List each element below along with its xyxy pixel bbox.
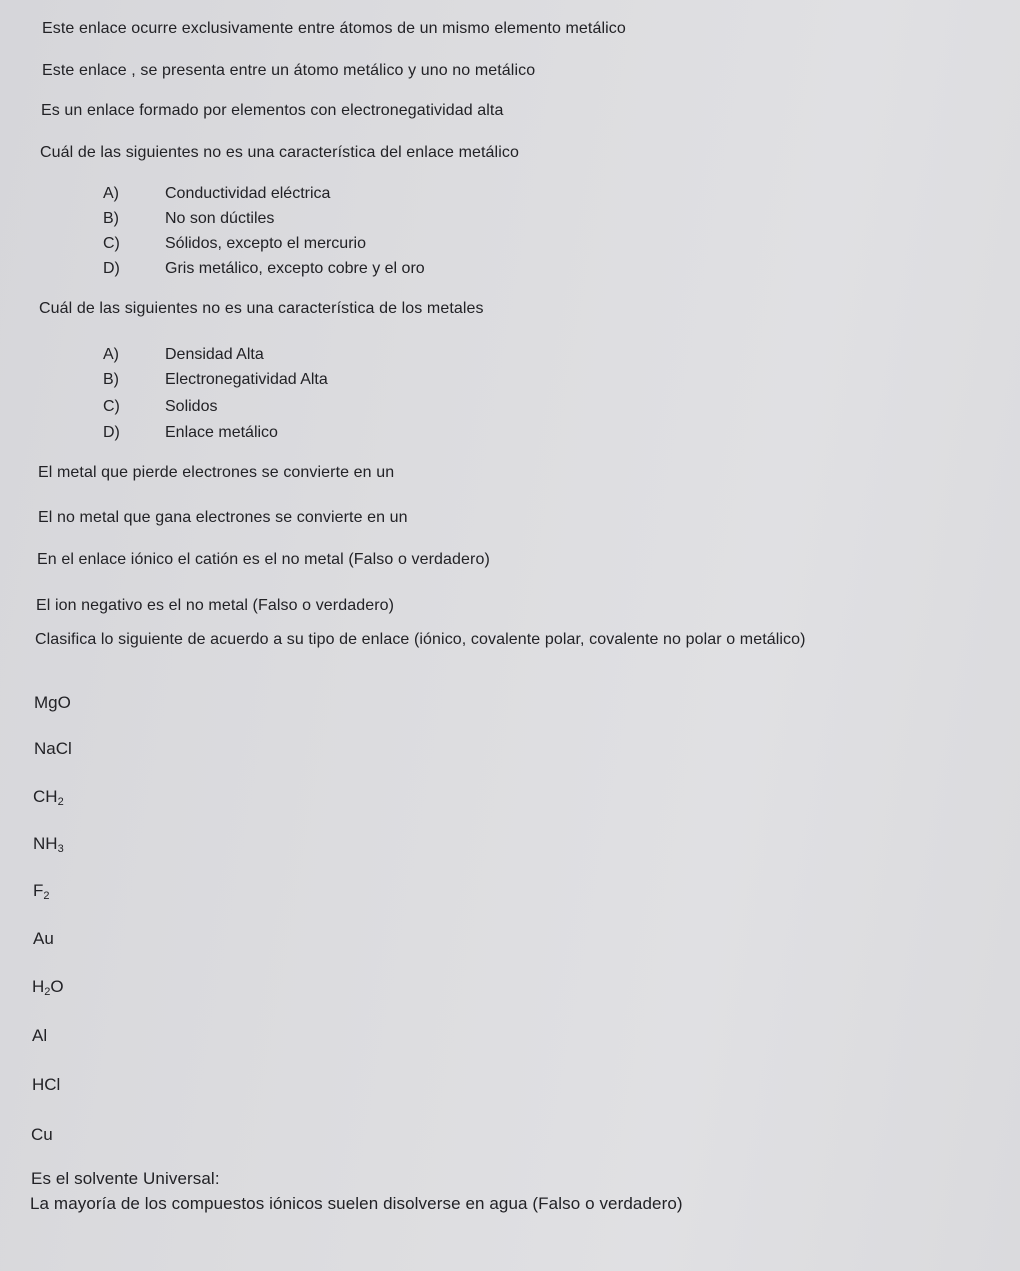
- statement-ionic-bond: Este enlace , se presenta entre un átomo metálico y uno no metálico: [42, 62, 536, 79]
- formula-item: MgO: [34, 693, 71, 712]
- formula-item: Au: [33, 929, 54, 948]
- option-text: No son dúctiles: [165, 210, 275, 227]
- option-letter: D): [103, 424, 120, 441]
- option-letter: A): [103, 346, 119, 363]
- formula-item: $NH_3$: [33, 834, 64, 855]
- statement-covalent-bond: Es un enlace formado por elementos con electronegatividad alta: [41, 102, 504, 119]
- formula-item: Al: [32, 1026, 48, 1045]
- statement-true-false-2: El ion negativo es el no metal (Falso o verdadero): [36, 597, 395, 614]
- option-text: Electronegatividad Alta: [165, 371, 328, 388]
- question-2-prompt: Cuál de las siguientes no es una característica de los metales: [39, 300, 484, 317]
- formula-item: $F_2$: [33, 881, 50, 902]
- statement-metallic-bond: Este enlace ocurre exclusivamente entre átomos de un mismo elemento metálico: [42, 20, 626, 37]
- option-letter: B): [103, 210, 119, 227]
- option-text: Gris metálico, excepto cobre y el oro: [165, 260, 425, 277]
- formula-item: HCl: [32, 1075, 61, 1094]
- statement-ionic-solubility: La mayoría de los compuestos iónicos suelen disolverse en agua (Falso o verdadero): [30, 1194, 683, 1213]
- option-letter: A): [103, 185, 119, 202]
- option-text: Solidos: [165, 398, 218, 415]
- option-text: Densidad Alta: [165, 346, 264, 363]
- classify-instruction: Clasifica lo siguiente de acuerdo a su tipo de enlace (iónico, covalente polar, covalente no polar o metálico): [35, 631, 806, 648]
- option-text: Conductividad eléctrica: [165, 185, 331, 202]
- statement-cation: El metal que pierde electrones se convierte en un: [38, 464, 395, 481]
- option-letter: D): [103, 260, 120, 277]
- option-letter: C): [103, 235, 120, 252]
- formula-item: NaCl: [34, 739, 72, 758]
- statement-universal-solvent: Es el solvente Universal:: [31, 1169, 220, 1188]
- option-letter: C): [103, 398, 120, 415]
- formula-item: Cu: [31, 1125, 53, 1144]
- formula-item: $CH_2$: [33, 787, 64, 808]
- formula-item: $H_2O$: [32, 977, 64, 998]
- option-text: Enlace metálico: [165, 424, 278, 441]
- statement-true-false-1: En el enlace iónico el catión es el no metal (Falso o verdadero): [37, 551, 490, 568]
- option-text: Sólidos, excepto el mercurio: [165, 235, 366, 252]
- statement-anion: El no metal que gana electrones se convierte en un: [38, 509, 408, 526]
- option-letter: B): [103, 371, 119, 388]
- question-1-prompt: Cuál de las siguientes no es una característica del enlace metálico: [40, 144, 519, 161]
